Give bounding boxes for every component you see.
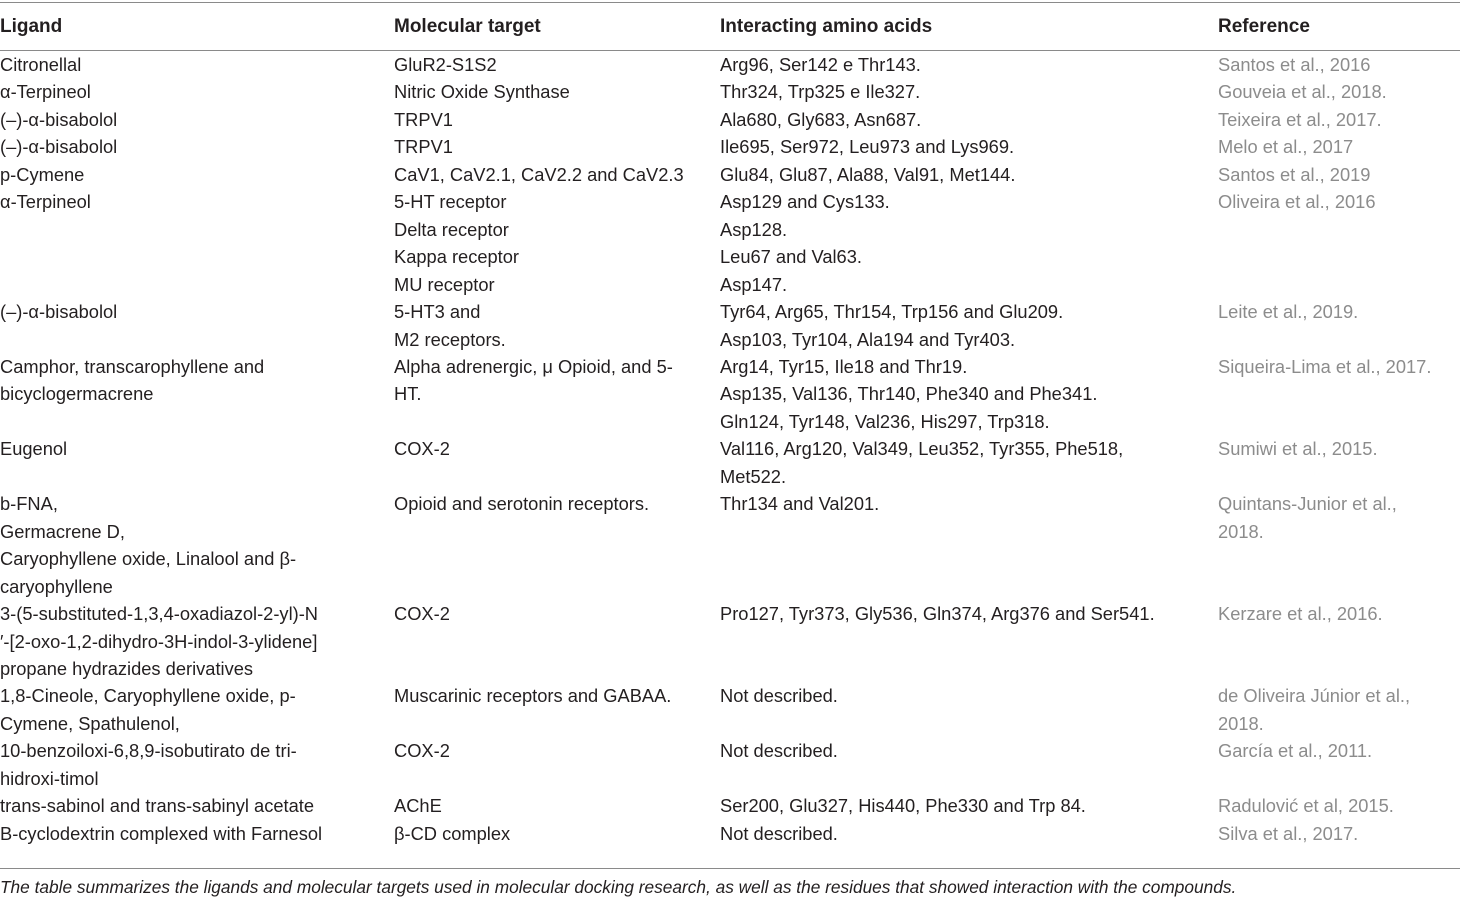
cell-molecular-target: Alpha adrenergic, μ Opioid, and 5- HT. [394, 355, 673, 405]
table-row [0, 820, 1460, 847]
header-row [0, 13, 1460, 51]
cell-molecular-target: AChE [394, 795, 442, 817]
cell-ligand: trans-sabinol and trans-sabinyl acetate [0, 795, 315, 817]
cell-molecular-target: Nitric Oxide Synthase [394, 81, 570, 103]
docking-table [0, 13, 1460, 847]
cell-ligand: 10-benzoiloxi-6,8,9-isobutirato de tri- hidroxi-timol [0, 740, 297, 789]
cell-interacting-amino-acids: Glu84, Glu87, Ala88, Val91, Met144. [720, 163, 1016, 185]
cell-interacting-amino-acids: Ala680, Gly683, Asn687. [720, 108, 922, 130]
table-body [0, 51, 1460, 847]
cell-interacting-amino-acids: Val116, Arg120, Val349, Leu352, Tyr355, Phe518, Met522. [720, 438, 1124, 487]
cell-molecular-target: β-CD complex [394, 822, 511, 844]
cell-ligand: (–)-α-bisabolol [0, 301, 118, 323]
header-ligand: Ligand [0, 16, 63, 37]
cell-reference[interactable]: Santos et al., 2016 [1218, 54, 1371, 75]
cell-interacting-amino-acids: Asp129 and Cys133. Asp128. Leu67 and Val63. Asp147. [720, 191, 890, 295]
cell-molecular-target: COX-2 [394, 740, 450, 762]
table-row [0, 106, 1460, 133]
table-row [0, 188, 1460, 298]
cell-molecular-target: CaV1, CaV2.1, CaV2.2 and CaV2.3 [394, 163, 684, 185]
cell-reference[interactable]: Leite et al., 2019. [1218, 301, 1359, 323]
cell-molecular-target: Opioid and serotonin receptors. [394, 493, 650, 515]
table-row [0, 792, 1460, 819]
cell-interacting-amino-acids: Ile695, Ser972, Leu973 and Lys969. [720, 136, 1015, 158]
cell-reference[interactable]: Melo et al., 2017 [1218, 136, 1354, 158]
header-molecular-target: Molecular target [394, 16, 541, 37]
table-row [0, 435, 1460, 490]
cell-interacting-amino-acids: Thr134 and Val201. [720, 493, 880, 515]
cell-reference[interactable]: Santos et al., 2019 [1218, 163, 1371, 185]
cell-ligand: (–)-α-bisabolol [0, 108, 118, 130]
cell-reference[interactable]: Quintans-Junior et al., 2018. [1218, 493, 1397, 542]
cell-reference[interactable]: Oliveira et al., 2016 [1218, 191, 1376, 213]
cell-interacting-amino-acids: Not described. [720, 685, 838, 707]
cell-ligand: 1,8-Cineole, Caryophyllene oxide, p- Cymene, Spathulenol, [0, 685, 296, 734]
cell-molecular-target: COX-2 [394, 603, 450, 625]
cell-ligand: p-Cymene [0, 163, 85, 185]
cell-molecular-target: Muscarinic receptors and GABAA. [394, 685, 672, 707]
table-row [0, 600, 1460, 682]
cell-reference[interactable]: Gouveia et al., 2018. [1218, 81, 1387, 103]
table-row [0, 682, 1460, 737]
cell-ligand: Eugenol [0, 438, 68, 460]
table-row [0, 353, 1460, 435]
cell-ligand: α-Terpineol [0, 81, 91, 103]
cell-reference[interactable]: de Oliveira Júnior et al., 2018. [1218, 685, 1411, 734]
cell-interacting-amino-acids: Ser200, Glu327, His440, Phe330 and Trp 84. [720, 795, 1086, 817]
cell-reference[interactable]: Siqueira-Lima et al., 2017. [1218, 355, 1432, 377]
cell-reference[interactable]: Sumiwi et al., 2015. [1218, 438, 1378, 460]
table-row [0, 490, 1460, 600]
table-row [0, 161, 1460, 188]
cell-ligand: Citronellal [0, 54, 82, 75]
cell-molecular-target: 5-HT receptor Delta receptor Kappa receptor MU receptor [394, 191, 520, 295]
cell-ligand: B-cyclodextrin complexed with Farnesol [0, 822, 323, 844]
cell-interacting-amino-acids: Arg14, Tyr15, Ile18 and Thr19. Asp135, Val136, Thr140, Phe340 and Phe341. Gln124, Tyr148, Val236, His297, Trp318. [720, 355, 1098, 432]
table-top-rule [0, 2, 1460, 3]
cell-reference[interactable]: Silva et al., 2017. [1218, 822, 1359, 844]
cell-interacting-amino-acids: Not described. [720, 822, 838, 844]
cell-interacting-amino-acids: Arg96, Ser142 e Thr143. [720, 54, 921, 75]
cell-molecular-target: GluR2-S1S2 [394, 54, 497, 75]
table-row [0, 298, 1460, 353]
cell-interacting-amino-acids: Pro127, Tyr373, Gly536, Gln374, Arg376 and Ser541. [720, 603, 1155, 625]
cell-interacting-amino-acids: Tyr64, Arg65, Thr154, Trp156 and Glu209. Asp103, Tyr104, Ala194 and Tyr403. [720, 301, 1064, 350]
table-caption: The table summarizes the ligands and molecular targets used in molecular docking research, as well as the residues that showed interaction with the compounds. [0, 877, 1237, 897]
cell-ligand: b-FNA, Germacrene D, Caryophyllene oxide, Linalool and β- caryophyllene [0, 493, 297, 597]
table-row [0, 51, 1460, 78]
cell-molecular-target: COX-2 [394, 438, 450, 460]
table-row [0, 133, 1460, 160]
header-interacting-amino-acids: Interacting amino acids [720, 16, 933, 37]
header-reference: Reference [1218, 16, 1310, 37]
cell-reference[interactable]: Teixeira et al., 2017. [1218, 108, 1382, 130]
cell-reference[interactable]: García et al., 2011. [1218, 740, 1373, 762]
cell-interacting-amino-acids: Thr324, Trp325 e Ile327. [720, 81, 921, 103]
table-bottom-rule [0, 868, 1460, 869]
cell-ligand: Camphor, transcarophyllene and bicyclogermacrene [0, 355, 265, 405]
cell-reference[interactable]: Kerzare et al., 2016. [1218, 603, 1383, 625]
cell-ligand: α-Terpineol [0, 191, 91, 213]
cell-reference[interactable]: Radulović et al, 2015. [1218, 795, 1394, 817]
cell-molecular-target: TRPV1 [394, 108, 453, 130]
cell-interacting-amino-acids: Not described. [720, 740, 838, 762]
cell-molecular-target: 5-HT3 and M2 receptors. [394, 301, 506, 350]
cell-ligand: (–)-α-bisabolol [0, 136, 118, 158]
table-row [0, 78, 1460, 105]
table-row [0, 737, 1460, 792]
cell-ligand: 3-(5-substituted-1,3,4-oxadiazol-2-yl)-N ′-[2-oxo-1,2-dihydro-3H-indol-3-ylidene] propane hydrazides derivatives [0, 603, 319, 679]
cell-molecular-target: TRPV1 [394, 136, 453, 158]
